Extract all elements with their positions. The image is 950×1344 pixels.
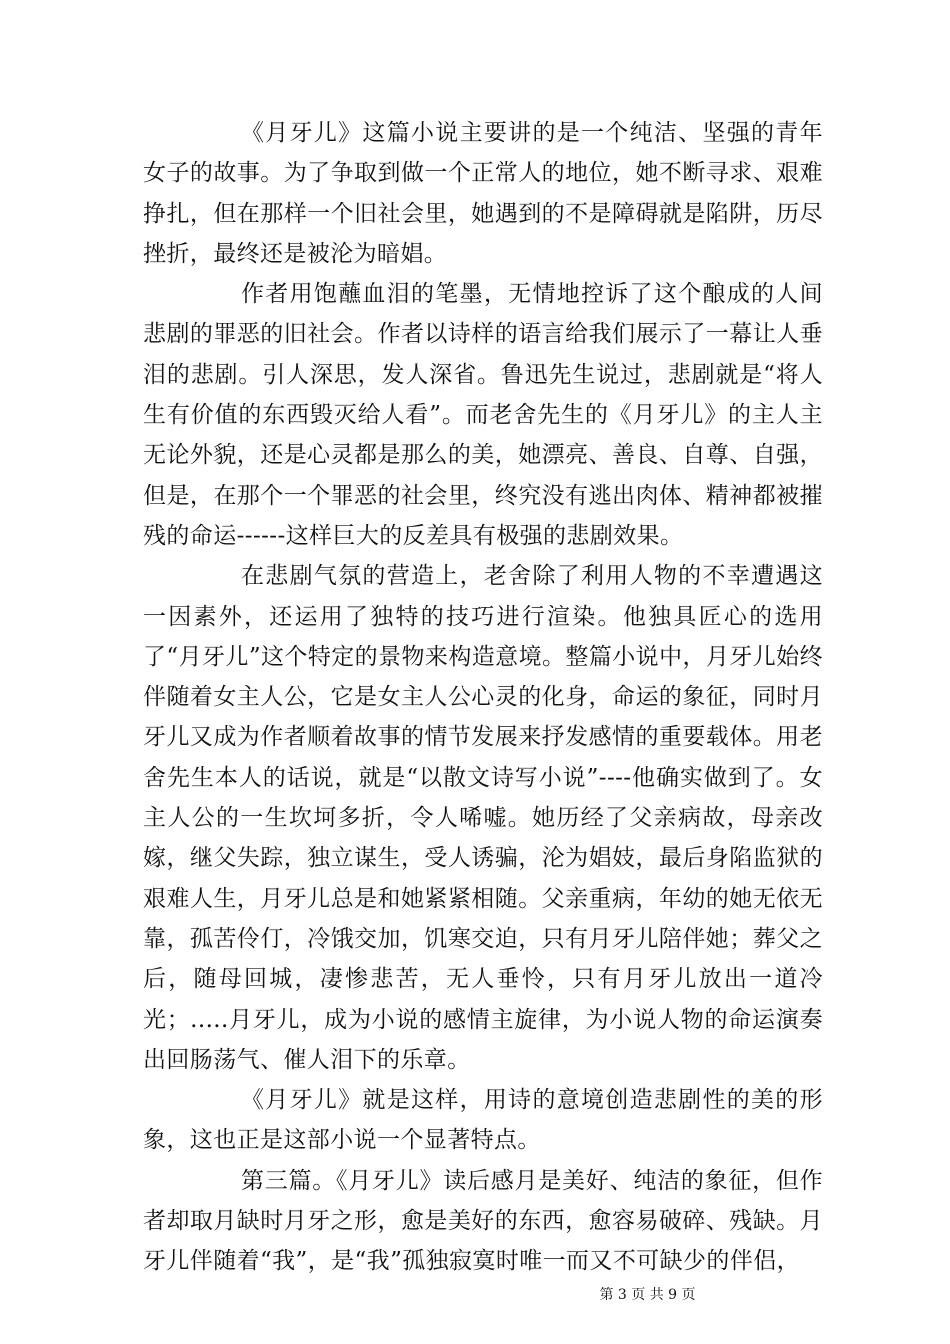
page-number-footer: 第 3 页 共 9 页 (599, 1287, 696, 1303)
document-body (143, 113, 823, 1282)
paragraph: 《月牙儿》这篇小说主要讲的是一个纯洁、坚强的青年女子的故事。为了争取到做一个正常人的地位，她不断寻求、艰难挣扎，但在那样一个旧社会里，她遇到的不是障碍就是陷阱，历尽挫折，最终还是被沦为暗娼。 (143, 120, 823, 267)
paragraph: 第三篇。《月牙儿》读后感月是美好、纯洁的象征，但作者却取月缺时月牙之形，愈是美好的东西，愈容易破碎、残缺。月牙儿伴随着“我”，是“我”孤独寂寞时唯一而又不可缺少的伴侣， (143, 1167, 823, 1275)
paragraph: 《月牙儿》就是这样，用诗的意境创造悲剧性的美的形象，这也正是这部小说一个显著特点。 (143, 1087, 823, 1154)
paragraph: 作者用饱蘸血泪的笔墨，无情地控诉了这个酿成的人间悲剧的罪恶的旧社会。作者以诗样的语言给我们展示了一幕让人垂泪的悲剧。引人深思，发人深省。鲁迅先生说过，悲剧就是“将人生有价值的东西毁灭给人看”。而老舍先生的《月牙儿》的主人主无论外貌，还是心灵都是那么的美，她漂亮、善良、自尊、自强，但是，在那个一个罪恶的社会里，终究没有逃出肉体、精神都被摧残的命运------这样巨大的反差具有极强的悲剧效果。 (143, 281, 823, 549)
paragraph: 在悲剧气氛的营造上，老舍除了利用人物的不幸遭遇这一因素外，还运用了独特的技巧进行渲染。他独具匠心的选用了“月牙儿”这个特定的景物来构造意境。整篇小说中，月牙儿始终伴随着女主人公，它是女主人公心灵的化身，命运的象征，同时月牙儿又成为作者顺着故事的情节发展来抒发感情的重要载体。用老舍先生本人的话说，就是“以散文诗写小说”----他确实做到了。女主人公的一生坎坷多折，令人唏嘘。她历经了父亲病故，母亲改嫁，继父失踪，独立谋生，受人诱骗，沦为娼妓，最后身陷监狱的艰难人生，月牙儿总是和她紧紧相随。父亲重病，年幼的她无依无靠，孤苦伶仃，冷饿交加，饥寒交迫，只有月牙儿陪伴她；葬父之后，随母回城，凄惨悲苦，无人垂怜，只有月牙儿放出一道冷光；.....月牙儿，成为小说的感情主旋律，为小说人物的命运演奏出回肠荡气、催人泪下的乐章。 (143, 563, 823, 1073)
